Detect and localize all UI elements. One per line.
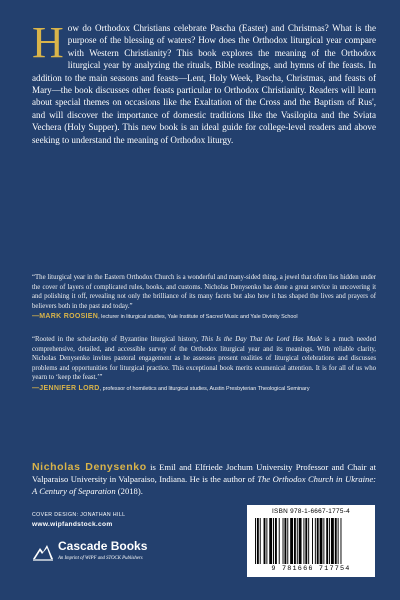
endorsement-2-book-title: This Is the Day That the Lord Has Made (201, 336, 322, 343)
endorsement-1 (32, 273, 376, 323)
author-bio (32, 461, 376, 498)
mountain-icon (32, 540, 54, 562)
cover-design-credit: COVER DESIGN: JONATHAN HILL (32, 512, 126, 518)
author-previous-book: The Orthodox Church in Ukraine: A Century of Separation (32, 474, 377, 497)
endorsement-2 (32, 335, 376, 395)
author-bio-text: is Emil and Elfriede Jochum University Professor and Chair at Valparaiso University in Valparaiso, Indiana. He is the author of (32, 462, 376, 485)
barcode-digits: 9 781666 717754 (271, 565, 351, 573)
endorsement-2-role: , professor of homiletics and liturgical studies, Austin Presbyterian Theological Seminary (99, 385, 310, 392)
endorsement-2-quote-start: “Rooted in the scholarship of Byzantine liturgical history, (32, 336, 202, 343)
endorsement-1-attribution (32, 312, 376, 323)
endorsement-1-name: —MARK ROOSIEN (32, 313, 99, 321)
description-text: ow do Orthodox Christians celebrate Pascha (Easter) and Christmas? What is the purpose of the blessing of waters? How does the Orthodox liturgical year compare with Western Christianity? This book explores the meaning of the Orthodox liturgical year by analyzing the rituals, Bible readings, and hymns of the feasts. In addition to the main seasons and feasts—Lent, Holy Week, Pascha, Christmas, and feasts of Mary—the book discusses other feasts particular to Orthodox Christianity. Readers will learn about special themes on occasions like the Exaltation of the Cross and the Baptism of Rus', and will discover the importance of domestic traditions like the Vasilopita and the Sviata Vechera (Holy Supper). This new book is an ideal guide for college-level readers and above seeking to understand the meaning of Orthodox liturgy. (32, 23, 376, 145)
book-description (32, 18, 376, 146)
author-name: Nicholas Denysenko (32, 461, 147, 473)
endorsement-2-quote-end: is a much needed comprehensive, detailed, and accessible survey of the Orthodox liturgical year and its meanings. With reliable clarity, Nicholas Denysenko invites pastoral engagement as he assesses present realities of liturgical celebrations and discusses problems and opportunities for liturgical practice. This exceptional book merits ecumenical attention. It is for all of us who yearn to ‘keep the feast.’” (32, 336, 376, 382)
publisher-website-link[interactable]: www.wipfandstock.com (32, 521, 113, 528)
barcode-box (247, 505, 375, 577)
endorsement-2-attribution (32, 384, 376, 395)
endorsement-2-name: —JENNIFER LORD (32, 384, 100, 392)
publisher-subtitle: An Imprint of WIPF and STOCK Publishers (58, 556, 143, 561)
isbn-text: ISBN 978-1-6667-1775-4 (271, 508, 350, 515)
endorsement-1-role: , lecturer in liturgical studies, Yale Institute of Sacred Music and Yale Divinity School (98, 314, 298, 321)
drop-cap: H (32, 18, 64, 67)
author-bio-end: (2018). (115, 486, 143, 497)
publisher-logo (32, 534, 162, 568)
publisher-name: Cascade Books (58, 539, 148, 553)
endorsement-1-quote: “The liturgical year in the Eastern Orthodox Church is a wonderful and many-sided thing, a jewel that often lies hidden under the cover of layers of complicated rules, books, and customs. Nicholas Denysenko has done a great service in uncovering it and polishing it off, revealing not only the brilliance of its many facets but also how it has shaped the lives and prayers of believers both in the past and today.” (32, 274, 376, 310)
barcode-icon (253, 518, 369, 564)
